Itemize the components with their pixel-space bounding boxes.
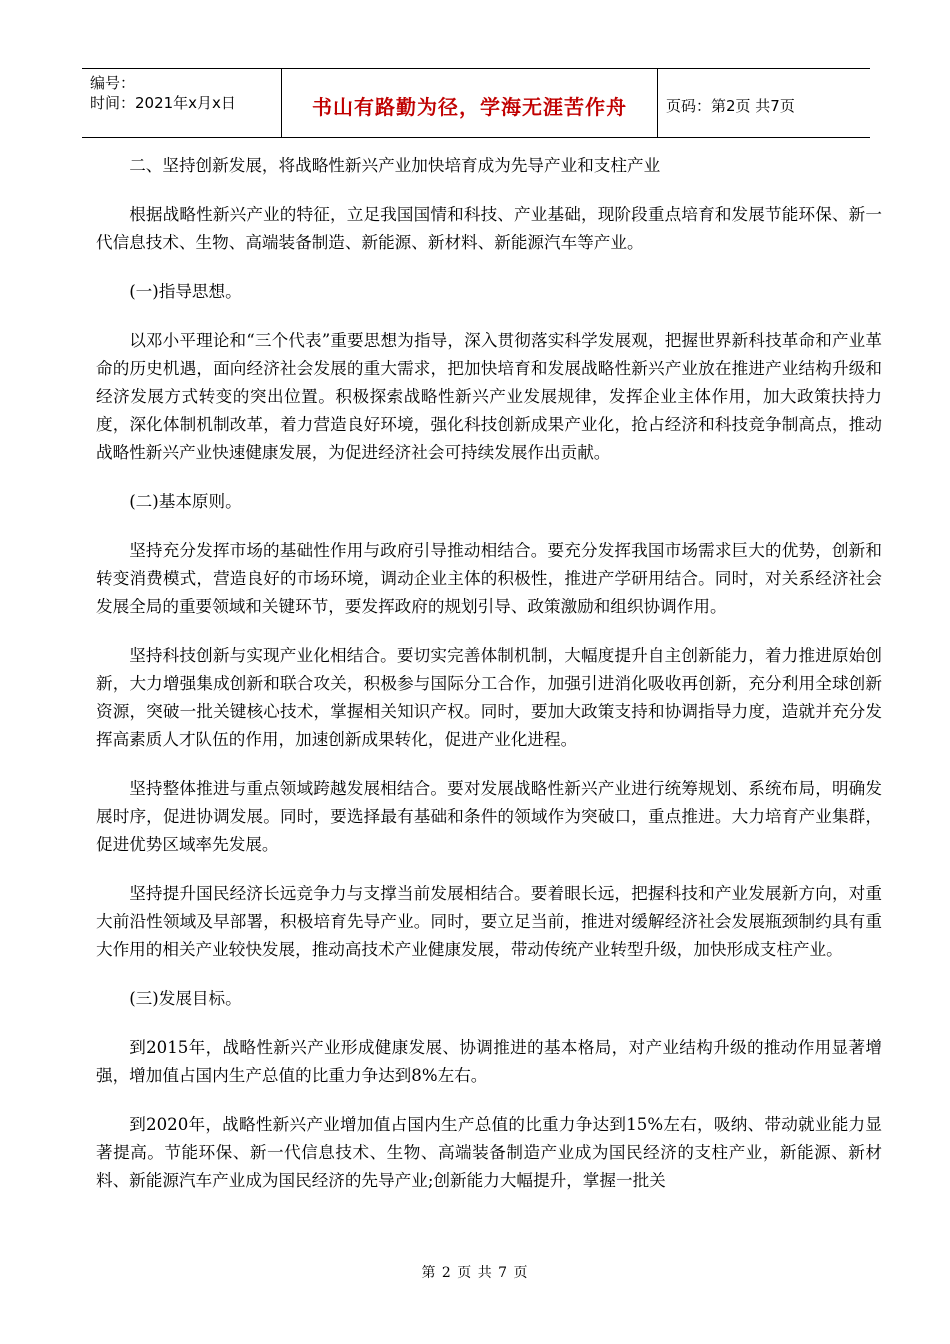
header-motto: 书山有路勤为径，学海无涯苦作舟 bbox=[312, 94, 627, 119]
document-body bbox=[96, 152, 882, 1216]
body-paragraph: 坚持充分发挥市场的基础性作用与政府引导推动相结合。要充分发挥我国市场需求巨大的优势，创新和转变消费模式，营造良好的市场环境，调动企业主体的积极性，推进产学研用结合。同时，对关系经济社会发展全局的重要领域和关键环节，要发挥政府的规划引导、政策激励和组织协调作用。 bbox=[96, 541, 882, 616]
footer-page-number: 第 2 页 共 7 页 bbox=[421, 1265, 529, 1281]
body-paragraph: 到2015年，战略性新兴产业形成健康发展、协调推进的基本格局，对产业结构升级的推动作用显著增强，增加值占国内生产总值的比重力争达到8%左右。 bbox=[96, 1038, 882, 1085]
body-paragraph: 坚持提升国民经济长远竞争力与支撑当前发展相结合。要着眼长远，把握科技和产业发展新方向，对重大前沿性领域及早部署，积极培育先导产业。同时，要立足当前，推进对缓解经济社会发展瓶颈制约具有重大作用的相关产业较快发展，推动高技术产业健康发展，带动传统产业转型升级，加快形成支柱产业。 bbox=[96, 884, 882, 959]
page-info-text: 页码：第2页 共7页 bbox=[666, 96, 795, 115]
body-paragraph: 以邓小平理论和“三个代表”重要思想为指导，深入贯彻落实科学发展观，把握世界新科技革命和产业革命的历史机遇，面向经济社会发展的重大需求，把加快培育和发展战略性新兴产业放在推进产业结构升级和经济发展方式转变的突出位置。积极探索战略性新兴产业发展规律，发挥企业主体作用，加大政策扶持力度，深化体制机制改革，着力营造良好环境，强化科技创新成果产业化，抢占经济和科技竞争制高点，推动战略性新兴产业快速健康发展，为促进经济社会可持续发展作出贡献。 bbox=[96, 331, 882, 462]
page-footer bbox=[0, 1262, 950, 1282]
subsection-heading: (二)基本原则。 bbox=[129, 492, 242, 511]
body-paragraph: 到2020年，战略性新兴产业增加值占国内生产总值的比重力争达到15%左右，吸纳、带动就业能力显著提高。节能环保、新一代信息技术、生物、高端装备制造产业成为国民经济的支柱产业，新能源、新材料、新能源汽车产业成为国民经济的先导产业;创新能力大幅提升，掌握一批关 bbox=[96, 1115, 882, 1190]
document-date: 时间：2021年x月x日 bbox=[90, 94, 236, 112]
body-paragraph: 坚持整体推进与重点领域跨越发展相结合。要对发展战略性新兴产业进行统筹规划、系统布局，明确发展时序，促进协调发展。同时，要选择最有基础和条件的领域作为突破口，重点推进。大力培育产业集群，促进优势区域率先发展。 bbox=[96, 779, 882, 854]
body-paragraph: 根据战略性新兴产业的特征，立足我国国情和科技、产业基础，现阶段重点培育和发展节能环保、新一代信息技术、生物、高端装备制造、新能源、新材料、新能源汽车等产业。 bbox=[96, 205, 882, 252]
body-paragraph: 坚持科技创新与实现产业化相结合。要切实完善体制机制，大幅度提升自主创新能力，着力推进原始创新，大力增强集成创新和联合攻关，积极参与国际分工合作，加强引进消化吸收再创新，充分利用全球创新资源，突破一批关键核心技术，掌握相关知识产权。同时，要加大政策支持和协调指导力度，造就并充分发挥高素质人才队伍的作用，加速创新成果转化，促进产业化进程。 bbox=[96, 646, 882, 749]
document-header bbox=[82, 68, 870, 138]
section-heading: 二、坚持创新发展，将战略性新兴产业加快培育成为先导产业和支柱产业 bbox=[129, 156, 661, 175]
header-meta bbox=[82, 69, 282, 137]
subsection-heading: (三)发展目标。 bbox=[129, 989, 242, 1008]
header-motto-cell bbox=[282, 69, 658, 137]
subsection-heading: (一)指导思想。 bbox=[129, 282, 242, 301]
header-page-info bbox=[658, 69, 870, 137]
document-number-label: 编号： bbox=[90, 74, 136, 92]
